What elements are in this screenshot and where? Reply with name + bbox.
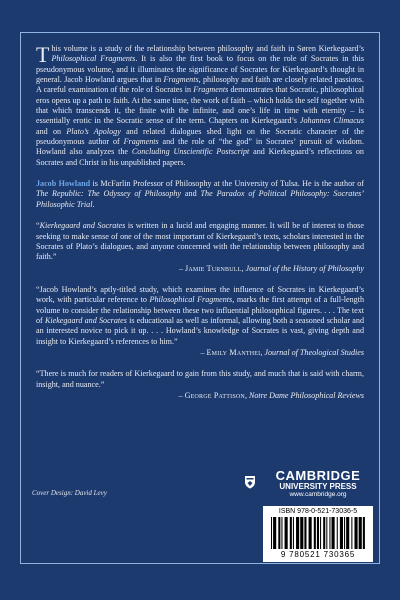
blurb-paragraph: This volume is a study of the relationship between philosophy and faith in Søren Kierkegaard’s Philosophical Fragments. It is also the first book to focus on the role of Socrates in this pseudonymous volume, and it illuminates the significance of Socrates for Kierkegaard’s thought in general. Jacob Howland argues that in Fragments, philosophy and faith are closely related passions. A careful examination of the role of Socrates in Fragments demonstrates that Socratic, philosophical eros opens up a path to faith. At the same time, the work of faith – which holds the self together with that which transcends it, the finite with the infinite, and one’s life in time with eternity – is essentially erotic in the Socratic sense of the term. Chapters on Kierkegaard’s Johannes Climacus and on Plato’s Apology and related dialogues shed light on the Socratic character of the pseudonymous author of Fragments and the role of “the god” in Socrates’ pursuit of wisdom. Howland also analyzes the Concluding Unscientific Postscript and Kierkegaard’s reflections on Socrates and Christ in his unpublished papers. [36,42,365,167]
publisher-name: CAMBRIDGE [275,468,361,483]
back-cover-text [36,44,364,401]
barcode-bar [293,517,294,549]
isbn-label: ISBN 978-0-521-73036-5 [278,508,358,515]
publisher-logo [262,469,374,499]
barcode-bar [296,517,299,549]
barcode-bar [332,517,335,549]
barcode-bar [271,517,272,549]
barcode-bar [290,517,292,549]
barcode-bar [340,517,343,549]
barcode-bar [323,517,325,549]
barcode-bar [304,517,306,549]
review-attribution: – Jamie Turnbull, Journal of the History of Philosophy [178,263,364,273]
cover-design-credit: Cover Design: David Levy [32,489,107,497]
review-quote: “Jacob Howland’s aptly-titled study, which examines the influence of Socrates in Kierkegaard’s work, with particular reference to Philosophical Fragments, marks the first attempt of a full-length volume to consider the relationship between these two influential philosophical figures. . . . The text of Kiekegaard and Socrates is educational as well as informal, allowing both a seasoned scholar and an interested novice to pick it up. . . . Howland’s knowledge of Socrates is vast, giving depth and insight to Kierkegaard’s references to him.” [36,284,365,346]
barcode-bar [314,517,316,549]
barcode-bar [346,517,349,549]
publisher-url: www.cambridge.org [289,491,347,498]
barcode-bar [337,517,338,549]
barcode-bar [273,517,276,549]
barcode-bar [344,517,345,549]
barcode-bar [326,517,327,549]
barcode-bar [359,517,362,549]
review-quote: “Kierkegaard and Socrates is written in a lucid and engaging manner. It will be of interest to those seeking to make sense of one of the most important of Kierkegaard’s texts, scholars interested in the Socrates of Plato’s dialogues, and anyone concerned with the relationship between philosophy and faith.” [36,221,364,262]
barcode-bars [271,517,367,549]
drop-cap: T [36,42,50,67]
publisher-subtitle: UNIVERSITY PRESS [279,482,357,491]
barcode-bar [285,517,288,549]
barcode-bar [354,517,357,549]
review-attribution: – George Pattison, Notre Dame Philosophical Reviews [178,390,364,400]
review-quote: “There is much for readers of Kierkegaard to gain from this study, and much that is said with charm, insight, and nuance.” [36,369,364,389]
barcode-bar [281,517,282,549]
author-bio: Jacob Howland is McFarlin Professor of Philosophy at the University of Tulsa. He is the author of The Republic: The Odyssey of Philosophy and The Paradox of Political Philosophy: Socrates’ Philosophic Trial. [36,179,365,209]
author-name: Jacob Howland [36,179,91,189]
barcode-bar [329,517,330,549]
cambridge-shield-icon [244,475,256,489]
barcode-bar [317,517,319,549]
barcode-bar [309,517,312,549]
barcode-bar [363,517,365,549]
barcode-bar [300,517,303,549]
barcode-bar [278,517,280,549]
barcode-bar [320,517,321,549]
barcode-number: 9 780521 730365 [280,550,356,559]
review-attribution: – Emily Manthei, Journal of Theological Studies [200,347,364,357]
barcode-bar [351,517,352,549]
isbn-barcode [263,506,373,562]
